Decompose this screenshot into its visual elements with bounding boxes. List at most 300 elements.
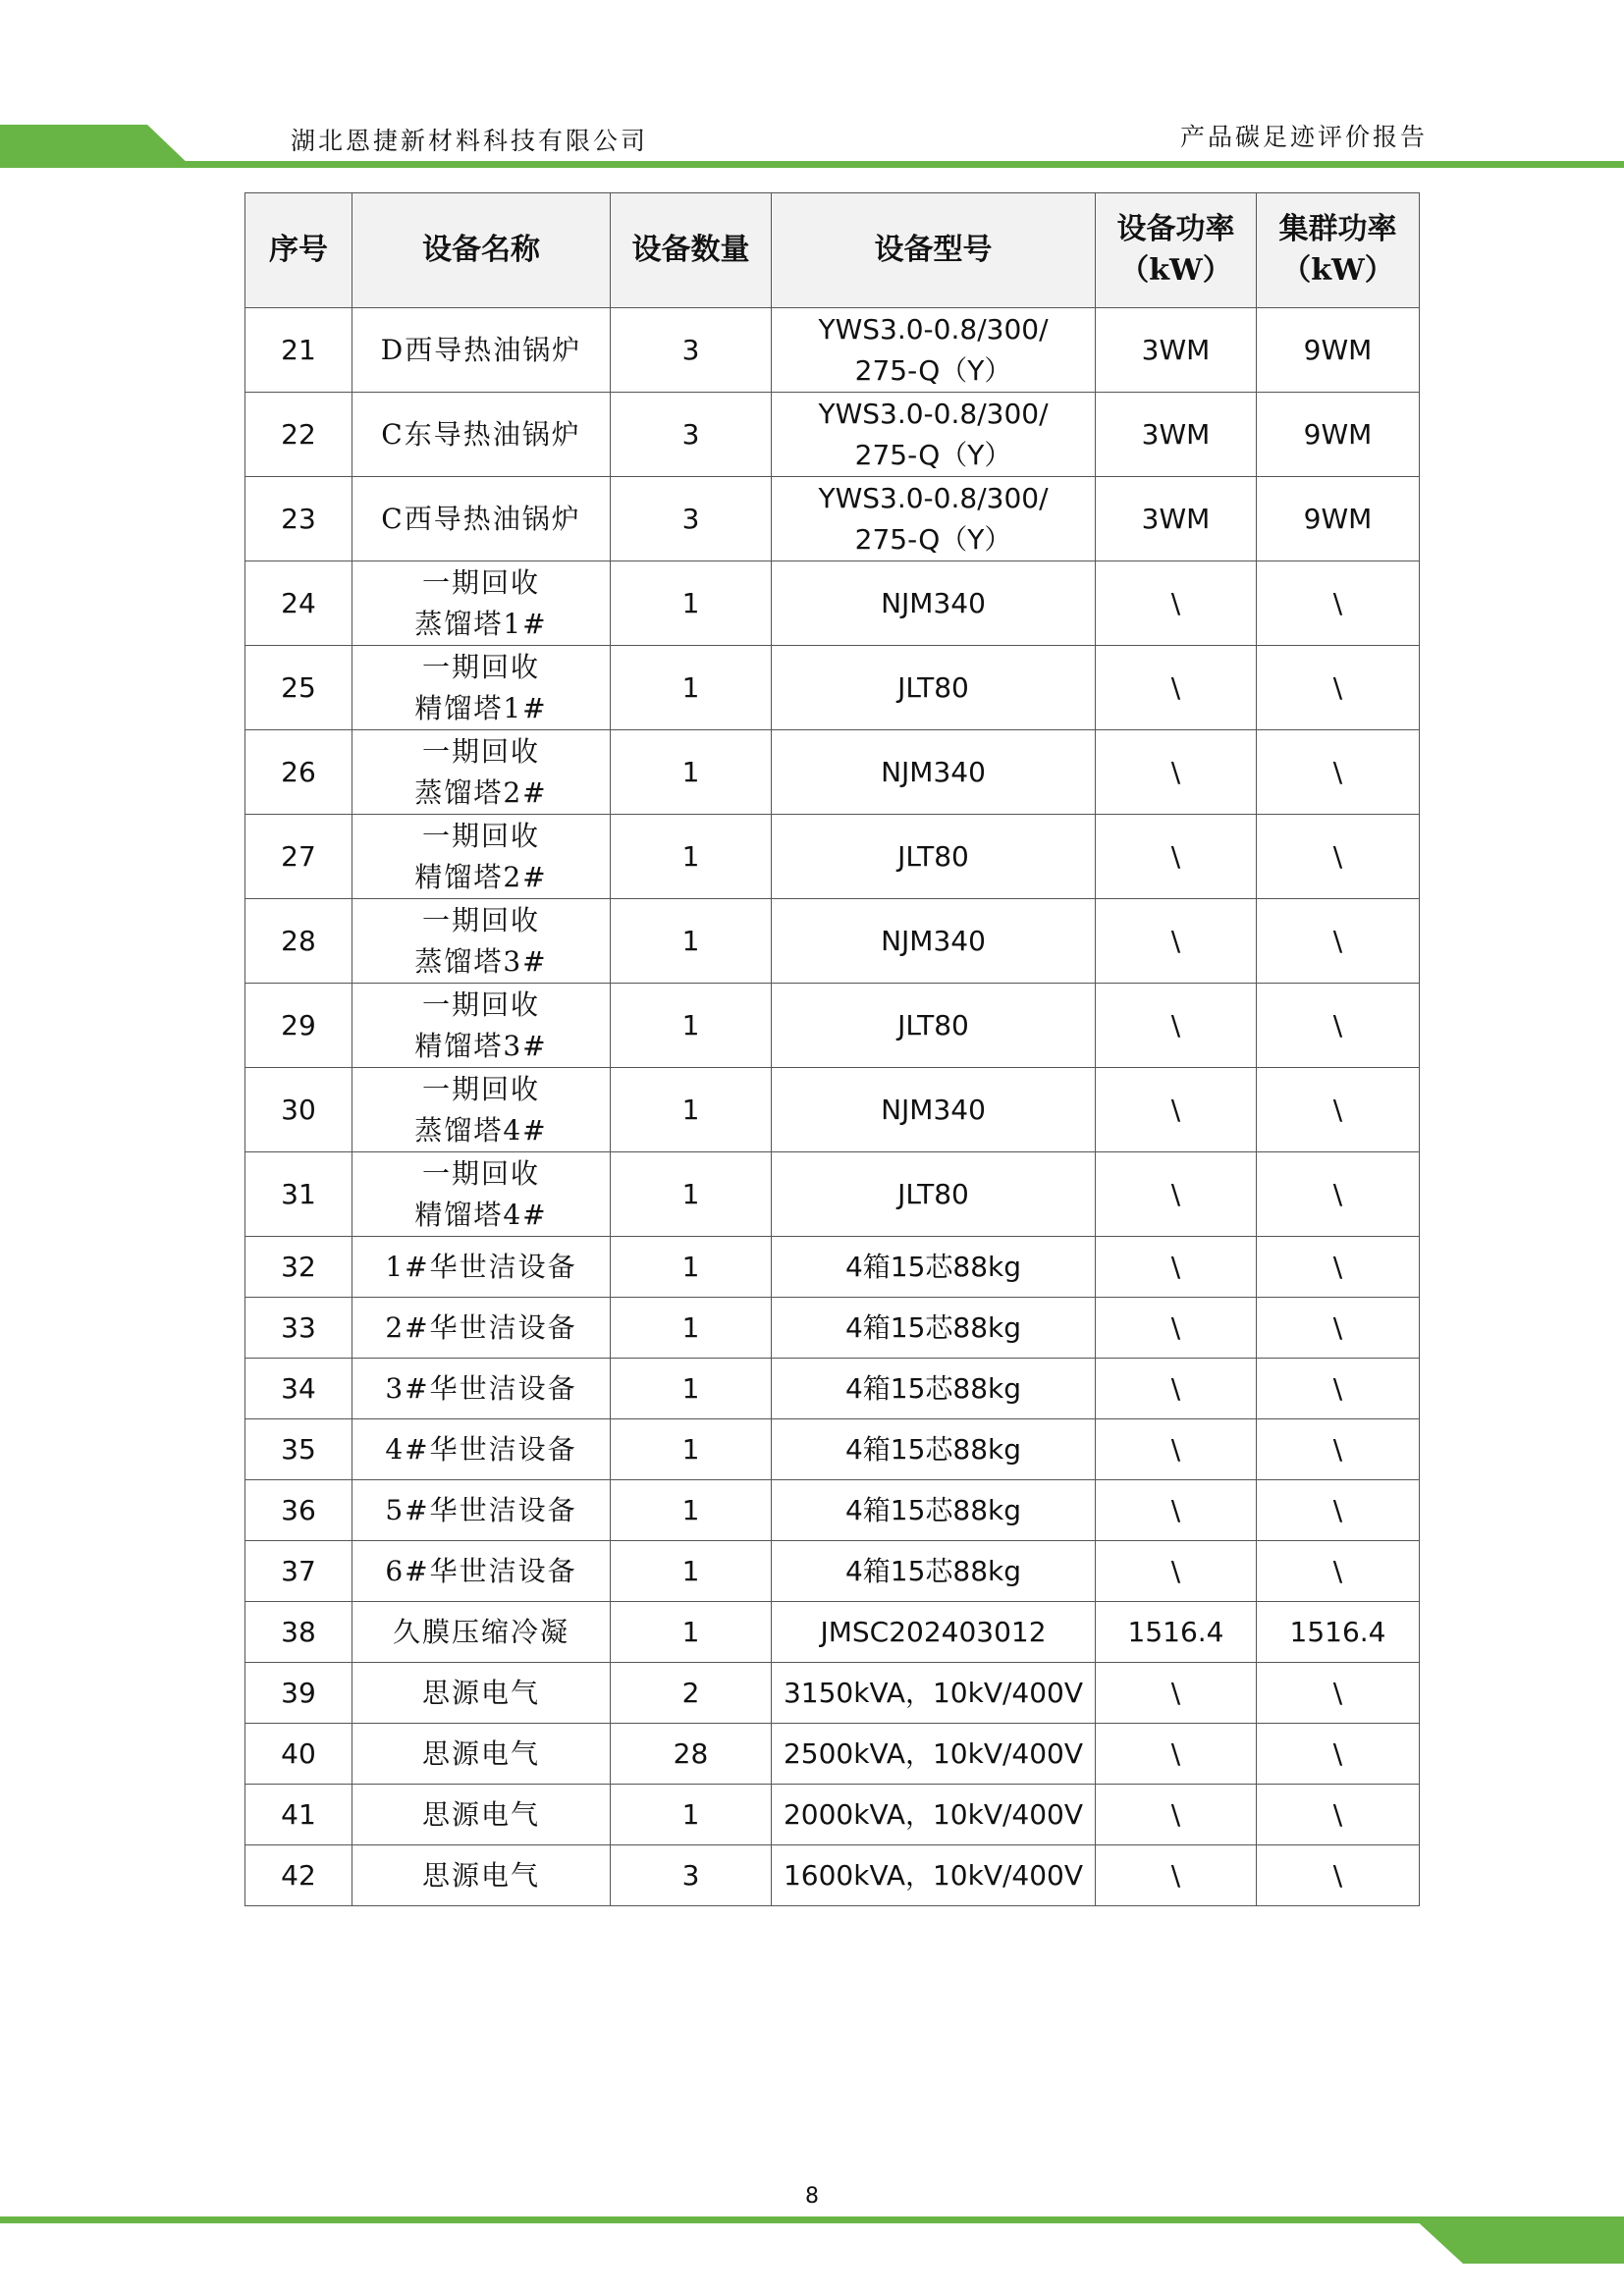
cell-power-text: \ — [1170, 924, 1181, 957]
cell-number — [245, 815, 352, 899]
cell-number-text: 39 — [281, 1676, 316, 1709]
cell-name — [352, 1480, 611, 1541]
table-row — [245, 1480, 1420, 1541]
cell-name-text: 思源电气 — [421, 1736, 540, 1770]
cell-name — [352, 1152, 611, 1237]
cell-model — [772, 1845, 1096, 1906]
header-label: 序号 — [269, 233, 328, 267]
cell-quantity — [611, 1359, 772, 1419]
cell-name-text: 一期回收 — [421, 1156, 540, 1190]
cell-number — [245, 646, 352, 730]
cell-power-text: \ — [1170, 1310, 1181, 1344]
cell-model — [772, 1785, 1096, 1845]
cell-quantity — [611, 393, 772, 477]
equipment-table — [244, 192, 1420, 1906]
page-number: 8 — [805, 2184, 819, 2209]
table-row — [245, 477, 1420, 561]
cell-name-text: 一期回收 — [421, 650, 540, 683]
cell-number-text: 24 — [281, 586, 316, 619]
cell-quantity — [611, 308, 772, 393]
cell-model — [772, 899, 1096, 984]
cell-name-text: C西导热油锅炉 — [381, 502, 581, 535]
cell-name-text: 蒸馏塔3# — [414, 944, 548, 978]
cell-model-text: 4箱15芯88kg — [844, 1493, 1022, 1526]
cell-name-text: 蒸馏塔1# — [414, 607, 548, 640]
cell-cluster-power — [1257, 1152, 1420, 1237]
cell-power-text: \ — [1170, 1797, 1181, 1831]
cell-model — [772, 1480, 1096, 1541]
cell-cluster-power-text: 9WM — [1303, 333, 1373, 366]
cell-power — [1096, 1359, 1257, 1419]
cell-name — [352, 984, 611, 1068]
cell-quantity — [611, 646, 772, 730]
cell-number-text: 41 — [281, 1797, 316, 1831]
cell-model-text: JLT80 — [897, 1008, 969, 1041]
cell-name — [352, 1663, 611, 1724]
cell-power — [1096, 1724, 1257, 1785]
header-unit: （kW） — [1281, 253, 1394, 288]
cell-cluster-power — [1257, 308, 1420, 393]
cell-cluster-power — [1257, 1480, 1420, 1541]
table-row — [245, 308, 1420, 393]
cell-number — [245, 308, 352, 393]
table-row — [245, 730, 1420, 815]
table-row — [245, 1724, 1420, 1785]
cell-cluster-power-text: \ — [1332, 670, 1343, 704]
header-col-quantity — [611, 193, 772, 308]
cell-cluster-power-text: \ — [1332, 1093, 1343, 1126]
cell-number-text: 32 — [281, 1250, 316, 1283]
cell-cluster-power-text: \ — [1332, 1008, 1343, 1041]
cell-quantity-text: 1 — [681, 924, 700, 957]
cell-quantity — [611, 1152, 772, 1237]
cell-quantity-text: 3 — [681, 502, 700, 535]
cell-number-text: 26 — [281, 755, 316, 788]
cell-name — [352, 477, 611, 561]
cell-number — [245, 561, 352, 646]
cell-cluster-power-text: \ — [1332, 755, 1343, 788]
table-row — [245, 1068, 1420, 1152]
cell-cluster-power — [1257, 561, 1420, 646]
cell-quantity-text: 1 — [681, 839, 700, 873]
cell-model — [772, 561, 1096, 646]
cell-cluster-power — [1257, 1724, 1420, 1785]
footer-rule — [0, 2216, 1624, 2223]
cell-name-text: 一期回收 — [421, 903, 540, 936]
cell-number-text: 29 — [281, 1008, 316, 1041]
cell-power — [1096, 1237, 1257, 1298]
table-row — [245, 561, 1420, 646]
cell-name-text: C东导热油锅炉 — [381, 417, 581, 451]
cell-name — [352, 1724, 611, 1785]
cell-name — [352, 561, 611, 646]
cell-name-text: 一期回收 — [421, 734, 540, 768]
header-unit: （kW） — [1119, 253, 1232, 288]
cell-model-text: 3150kVA，10kV/400V — [783, 1676, 1084, 1709]
cell-cluster-power — [1257, 815, 1420, 899]
cell-quantity — [611, 1237, 772, 1298]
cell-quantity — [611, 1845, 772, 1906]
cell-quantity-text: 1 — [681, 1250, 700, 1283]
cell-number-text: 23 — [281, 502, 316, 535]
cell-name-text: 精馏塔4# — [414, 1198, 548, 1231]
table-row — [245, 393, 1420, 477]
cell-model-text: NJM340 — [881, 755, 986, 788]
cell-power — [1096, 815, 1257, 899]
cell-model — [772, 646, 1096, 730]
cell-cluster-power — [1257, 984, 1420, 1068]
cell-quantity-text: 1 — [681, 586, 700, 619]
cell-name-text: 蒸馏塔2# — [414, 775, 548, 809]
cell-model-text: 4箱15芯88kg — [844, 1310, 1022, 1344]
cell-power-text: \ — [1170, 1493, 1181, 1526]
cell-number — [245, 1724, 352, 1785]
cell-cluster-power — [1257, 393, 1420, 477]
header-label: 设备名称 — [422, 233, 540, 267]
cell-quantity — [611, 561, 772, 646]
cell-quantity — [611, 1298, 772, 1359]
cell-quantity-text: 1 — [681, 1493, 700, 1526]
cell-model-text: JLT80 — [897, 670, 969, 704]
cell-model-text: 275-Q（Y） — [854, 438, 1012, 471]
cell-cluster-power-text: 9WM — [1303, 417, 1373, 451]
cell-name — [352, 730, 611, 815]
cell-cluster-power — [1257, 1237, 1420, 1298]
cell-model-text: JLT80 — [897, 1177, 969, 1210]
cell-model — [772, 1419, 1096, 1480]
cell-number — [245, 1068, 352, 1152]
cell-model — [772, 730, 1096, 815]
table-row — [245, 1152, 1420, 1237]
cell-power — [1096, 1419, 1257, 1480]
cell-power-text: \ — [1170, 1008, 1181, 1041]
cell-number-text: 28 — [281, 924, 316, 957]
table-row — [245, 1298, 1420, 1359]
cell-number-text: 21 — [281, 333, 316, 366]
cell-name-text: 精馏塔1# — [414, 691, 548, 724]
cell-model — [772, 815, 1096, 899]
cell-quantity-text: 1 — [681, 1008, 700, 1041]
cell-name-text: 3#华世洁设备 — [385, 1371, 577, 1405]
cell-name-text: 4#华世洁设备 — [385, 1432, 577, 1466]
cell-number — [245, 393, 352, 477]
cell-number — [245, 1785, 352, 1845]
cell-power — [1096, 1602, 1257, 1663]
cell-power-text: 3WM — [1141, 333, 1211, 366]
cell-power-text: \ — [1170, 1250, 1181, 1283]
header-label: 设备数量 — [631, 233, 750, 267]
cell-power-text: \ — [1170, 1432, 1181, 1466]
cell-name — [352, 1298, 611, 1359]
cell-quantity-text: 1 — [681, 670, 700, 704]
cell-power — [1096, 646, 1257, 730]
cell-cluster-power-text: \ — [1332, 1371, 1343, 1405]
header-report-title: 产品碳足迹评价报告 — [1179, 123, 1428, 151]
cell-quantity — [611, 1541, 772, 1602]
cell-name — [352, 393, 611, 477]
cell-name-text: 6#华世洁设备 — [385, 1554, 577, 1587]
cell-quantity-text: 1 — [681, 1093, 700, 1126]
cell-quantity — [611, 1724, 772, 1785]
cell-cluster-power — [1257, 1359, 1420, 1419]
cell-model — [772, 1602, 1096, 1663]
cell-model-text: 4箱15芯88kg — [844, 1371, 1022, 1405]
cell-model — [772, 308, 1096, 393]
cell-quantity-text: 1 — [681, 1310, 700, 1344]
cell-model-text: 4箱15芯88kg — [844, 1554, 1022, 1587]
cell-quantity-text: 3 — [681, 333, 700, 366]
cell-number-text: 40 — [281, 1736, 316, 1770]
cell-cluster-power-text: \ — [1332, 1250, 1343, 1283]
cell-number — [245, 1480, 352, 1541]
cell-power — [1096, 308, 1257, 393]
header-label: 设备型号 — [874, 233, 993, 267]
cell-name — [352, 1785, 611, 1845]
cell-name-text: 一期回收 — [421, 988, 540, 1021]
cell-cluster-power-text: \ — [1332, 586, 1343, 619]
cell-power-text: \ — [1170, 1554, 1181, 1587]
cell-cluster-power — [1257, 1785, 1420, 1845]
cell-power — [1096, 1068, 1257, 1152]
cell-cluster-power — [1257, 730, 1420, 815]
cell-name — [352, 1845, 611, 1906]
cell-cluster-power — [1257, 1419, 1420, 1480]
cell-number — [245, 1237, 352, 1298]
cell-cluster-power-text: \ — [1332, 1676, 1343, 1709]
cell-power — [1096, 393, 1257, 477]
cell-name-text: 5#华世洁设备 — [385, 1493, 577, 1526]
cell-name-text: 蒸馏塔4# — [414, 1113, 548, 1147]
cell-model-text: NJM340 — [881, 924, 986, 957]
table-header-row — [245, 193, 1420, 308]
cell-model-text: NJM340 — [881, 1093, 986, 1126]
cell-model-text: YWS3.0-0.8/300/ — [818, 397, 1049, 430]
table-row — [245, 1237, 1420, 1298]
header-rule — [0, 161, 1624, 168]
header-col-power — [1096, 193, 1257, 308]
header-col-number — [245, 193, 352, 308]
cell-quantity-text: 1 — [681, 1432, 700, 1466]
cell-name-text: D西导热油锅炉 — [380, 333, 582, 366]
cell-number — [245, 1152, 352, 1237]
cell-cluster-power — [1257, 899, 1420, 984]
cell-cluster-power-text: 9WM — [1303, 502, 1373, 535]
cell-number-text: 37 — [281, 1554, 316, 1587]
header-label: 集群功率 — [1278, 212, 1397, 246]
cell-number — [245, 1602, 352, 1663]
cell-number-text: 33 — [281, 1310, 316, 1344]
cell-quantity — [611, 984, 772, 1068]
cell-power-text: \ — [1170, 1093, 1181, 1126]
cell-cluster-power-text: \ — [1332, 839, 1343, 873]
cell-cluster-power — [1257, 1845, 1420, 1906]
cell-model-text: 2500kVA，10kV/400V — [783, 1736, 1084, 1770]
cell-name-text: 久膜压缩冷凝 — [392, 1615, 569, 1648]
cell-quantity — [611, 815, 772, 899]
cell-cluster-power — [1257, 1602, 1420, 1663]
cell-number-text: 30 — [281, 1093, 316, 1126]
cell-quantity — [611, 1480, 772, 1541]
cell-power-text: \ — [1170, 755, 1181, 788]
cell-cluster-power-text: \ — [1332, 924, 1343, 957]
cell-model — [772, 393, 1096, 477]
cell-name — [352, 1541, 611, 1602]
cell-name — [352, 1419, 611, 1480]
cell-power — [1096, 1785, 1257, 1845]
cell-name — [352, 1068, 611, 1152]
cell-cluster-power — [1257, 1068, 1420, 1152]
cell-name-text: 一期回收 — [421, 819, 540, 852]
cell-quantity — [611, 1663, 772, 1724]
table-row — [245, 646, 1420, 730]
cell-power — [1096, 1541, 1257, 1602]
header-col-name — [352, 193, 611, 308]
cell-power — [1096, 1845, 1257, 1906]
cell-power-text: \ — [1170, 670, 1181, 704]
cell-number — [245, 1419, 352, 1480]
cell-power — [1096, 899, 1257, 984]
header-company: 湖北恩捷新材料科技有限公司 — [291, 127, 649, 155]
cell-model-text: 4箱15芯88kg — [844, 1432, 1022, 1466]
cell-model-text: 1600kVA，10kV/400V — [783, 1858, 1084, 1892]
cell-cluster-power — [1257, 646, 1420, 730]
cell-power — [1096, 477, 1257, 561]
cell-quantity-text: 1 — [681, 1554, 700, 1587]
cell-model-text: 4箱15芯88kg — [844, 1250, 1022, 1283]
cell-number — [245, 984, 352, 1068]
table-row — [245, 815, 1420, 899]
cell-quantity-text: 2 — [681, 1676, 700, 1709]
cell-model-text: 2000kVA，10kV/400V — [783, 1797, 1084, 1831]
cell-name-text: 思源电气 — [421, 1676, 540, 1709]
cell-model — [772, 1068, 1096, 1152]
cell-model — [772, 1152, 1096, 1237]
cell-number-text: 31 — [281, 1177, 316, 1210]
cell-power-text: 3WM — [1141, 502, 1211, 535]
cell-number-text: 35 — [281, 1432, 316, 1466]
cell-power — [1096, 561, 1257, 646]
cell-cluster-power-text: \ — [1332, 1736, 1343, 1770]
cell-power — [1096, 1663, 1257, 1724]
cell-power — [1096, 1298, 1257, 1359]
cell-name — [352, 646, 611, 730]
table-row — [245, 1785, 1420, 1845]
cell-model — [772, 1298, 1096, 1359]
table-row — [245, 984, 1420, 1068]
cell-model — [772, 1359, 1096, 1419]
cell-model — [772, 1663, 1096, 1724]
cell-number — [245, 730, 352, 815]
cell-model — [772, 1724, 1096, 1785]
cell-name-text: 精馏塔2# — [414, 860, 548, 893]
cell-model-text: YWS3.0-0.8/300/ — [818, 481, 1049, 514]
cell-name-text: 一期回收 — [421, 1072, 540, 1105]
cell-number — [245, 1298, 352, 1359]
cell-quantity — [611, 730, 772, 815]
cell-power — [1096, 1152, 1257, 1237]
cell-power-text: \ — [1170, 1676, 1181, 1709]
cell-quantity-text: 3 — [681, 1858, 700, 1892]
cell-power-text: \ — [1170, 1736, 1181, 1770]
cell-number-text: 38 — [281, 1615, 316, 1648]
cell-model-text: 275-Q（Y） — [854, 353, 1012, 387]
cell-number — [245, 1541, 352, 1602]
cell-model-text: NJM340 — [881, 586, 986, 619]
header-label: 设备功率 — [1116, 212, 1235, 246]
cell-cluster-power-text: \ — [1332, 1432, 1343, 1466]
cell-quantity — [611, 477, 772, 561]
cell-quantity — [611, 1419, 772, 1480]
cell-cluster-power-text: \ — [1332, 1554, 1343, 1587]
table-row — [245, 1541, 1420, 1602]
cell-name — [352, 899, 611, 984]
cell-quantity — [611, 1602, 772, 1663]
cell-power-text: \ — [1170, 1177, 1181, 1210]
cell-cluster-power-text: \ — [1332, 1797, 1343, 1831]
cell-quantity-text: 1 — [681, 1177, 700, 1210]
cell-cluster-power — [1257, 1541, 1420, 1602]
cell-number-text: 36 — [281, 1493, 316, 1526]
cell-name — [352, 1237, 611, 1298]
cell-model-text: JMSC202403012 — [820, 1615, 1047, 1648]
table-row — [245, 1359, 1420, 1419]
cell-power — [1096, 730, 1257, 815]
header-col-cluster-power — [1257, 193, 1420, 308]
cell-quantity-text: 1 — [681, 1615, 700, 1648]
cell-power-text: \ — [1170, 1371, 1181, 1405]
cell-number — [245, 1845, 352, 1906]
table-row — [245, 1419, 1420, 1480]
cell-power — [1096, 984, 1257, 1068]
cell-model — [772, 1237, 1096, 1298]
cell-cluster-power — [1257, 477, 1420, 561]
cell-number-text: 22 — [281, 417, 316, 451]
table-row — [245, 1845, 1420, 1906]
table-row — [245, 899, 1420, 984]
cell-quantity — [611, 1785, 772, 1845]
cell-model-text: 275-Q（Y） — [854, 522, 1012, 556]
cell-quantity-text: 1 — [681, 755, 700, 788]
cell-quantity-text: 1 — [681, 1797, 700, 1831]
cell-name-text: 一期回收 — [421, 565, 540, 599]
cell-number-text: 25 — [281, 670, 316, 704]
cell-name — [352, 1359, 611, 1419]
cell-name-text: 2#华世洁设备 — [385, 1310, 577, 1344]
header-col-model — [772, 193, 1096, 308]
cell-quantity-text: 3 — [681, 417, 700, 451]
table-row — [245, 1663, 1420, 1724]
cell-number — [245, 899, 352, 984]
cell-name — [352, 1602, 611, 1663]
cell-cluster-power — [1257, 1663, 1420, 1724]
cell-number-text: 34 — [281, 1371, 316, 1405]
cell-name-text: 思源电气 — [421, 1797, 540, 1831]
cell-quantity — [611, 899, 772, 984]
cell-number — [245, 477, 352, 561]
cell-power-text: \ — [1170, 586, 1181, 619]
cell-quantity-text: 28 — [673, 1736, 709, 1770]
cell-cluster-power-text: \ — [1332, 1858, 1343, 1892]
cell-cluster-power-text: \ — [1332, 1177, 1343, 1210]
cell-number — [245, 1359, 352, 1419]
cell-cluster-power-text: \ — [1332, 1493, 1343, 1526]
cell-number-text: 27 — [281, 839, 316, 873]
cell-name-text: 精馏塔3# — [414, 1029, 548, 1062]
cell-cluster-power-text: \ — [1332, 1310, 1343, 1344]
cell-name-text: 思源电气 — [421, 1858, 540, 1892]
cell-number-text: 42 — [281, 1858, 316, 1892]
cell-name-text: 1#华世洁设备 — [385, 1250, 577, 1283]
